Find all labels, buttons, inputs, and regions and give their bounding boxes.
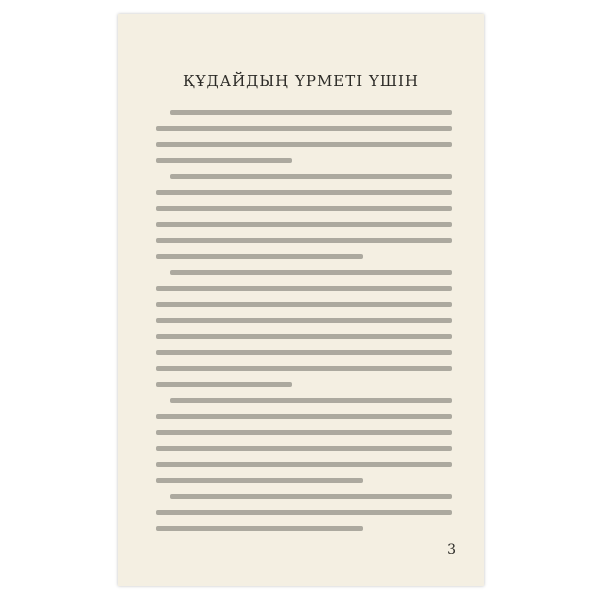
- text-line: [156, 526, 363, 531]
- text-line: [156, 126, 452, 131]
- paragraph: [156, 494, 452, 531]
- body-text-placeholder: [156, 110, 452, 542]
- text-line: [156, 302, 452, 307]
- text-line: [156, 238, 452, 243]
- text-line: [170, 174, 452, 179]
- text-line: [156, 222, 452, 227]
- text-line: [156, 366, 452, 371]
- page-number: 3: [447, 542, 456, 558]
- text-line: [156, 254, 363, 259]
- text-line: [156, 430, 452, 435]
- text-line: [170, 270, 452, 275]
- text-line: [156, 206, 452, 211]
- text-line: [156, 142, 452, 147]
- paragraph: [156, 174, 452, 259]
- paragraph: [156, 110, 452, 163]
- text-line: [156, 446, 452, 451]
- paragraph: [156, 398, 452, 483]
- text-line: [156, 414, 452, 419]
- text-line: [156, 382, 292, 387]
- text-line: [156, 318, 452, 323]
- text-line: [170, 398, 452, 403]
- text-line: [156, 158, 292, 163]
- chapter-title: ҚҰДАЙДЫҢ ҮРМЕТІ ҮШІН: [183, 72, 419, 90]
- text-line: [156, 190, 452, 195]
- text-line: [170, 494, 452, 499]
- paragraph: [156, 270, 452, 387]
- text-line: [156, 334, 452, 339]
- text-line: [156, 510, 452, 515]
- text-line: [156, 462, 452, 467]
- text-line: [170, 110, 452, 115]
- text-line: [156, 478, 363, 483]
- text-line: [156, 286, 452, 291]
- text-line: [156, 350, 452, 355]
- book-page: [118, 14, 484, 586]
